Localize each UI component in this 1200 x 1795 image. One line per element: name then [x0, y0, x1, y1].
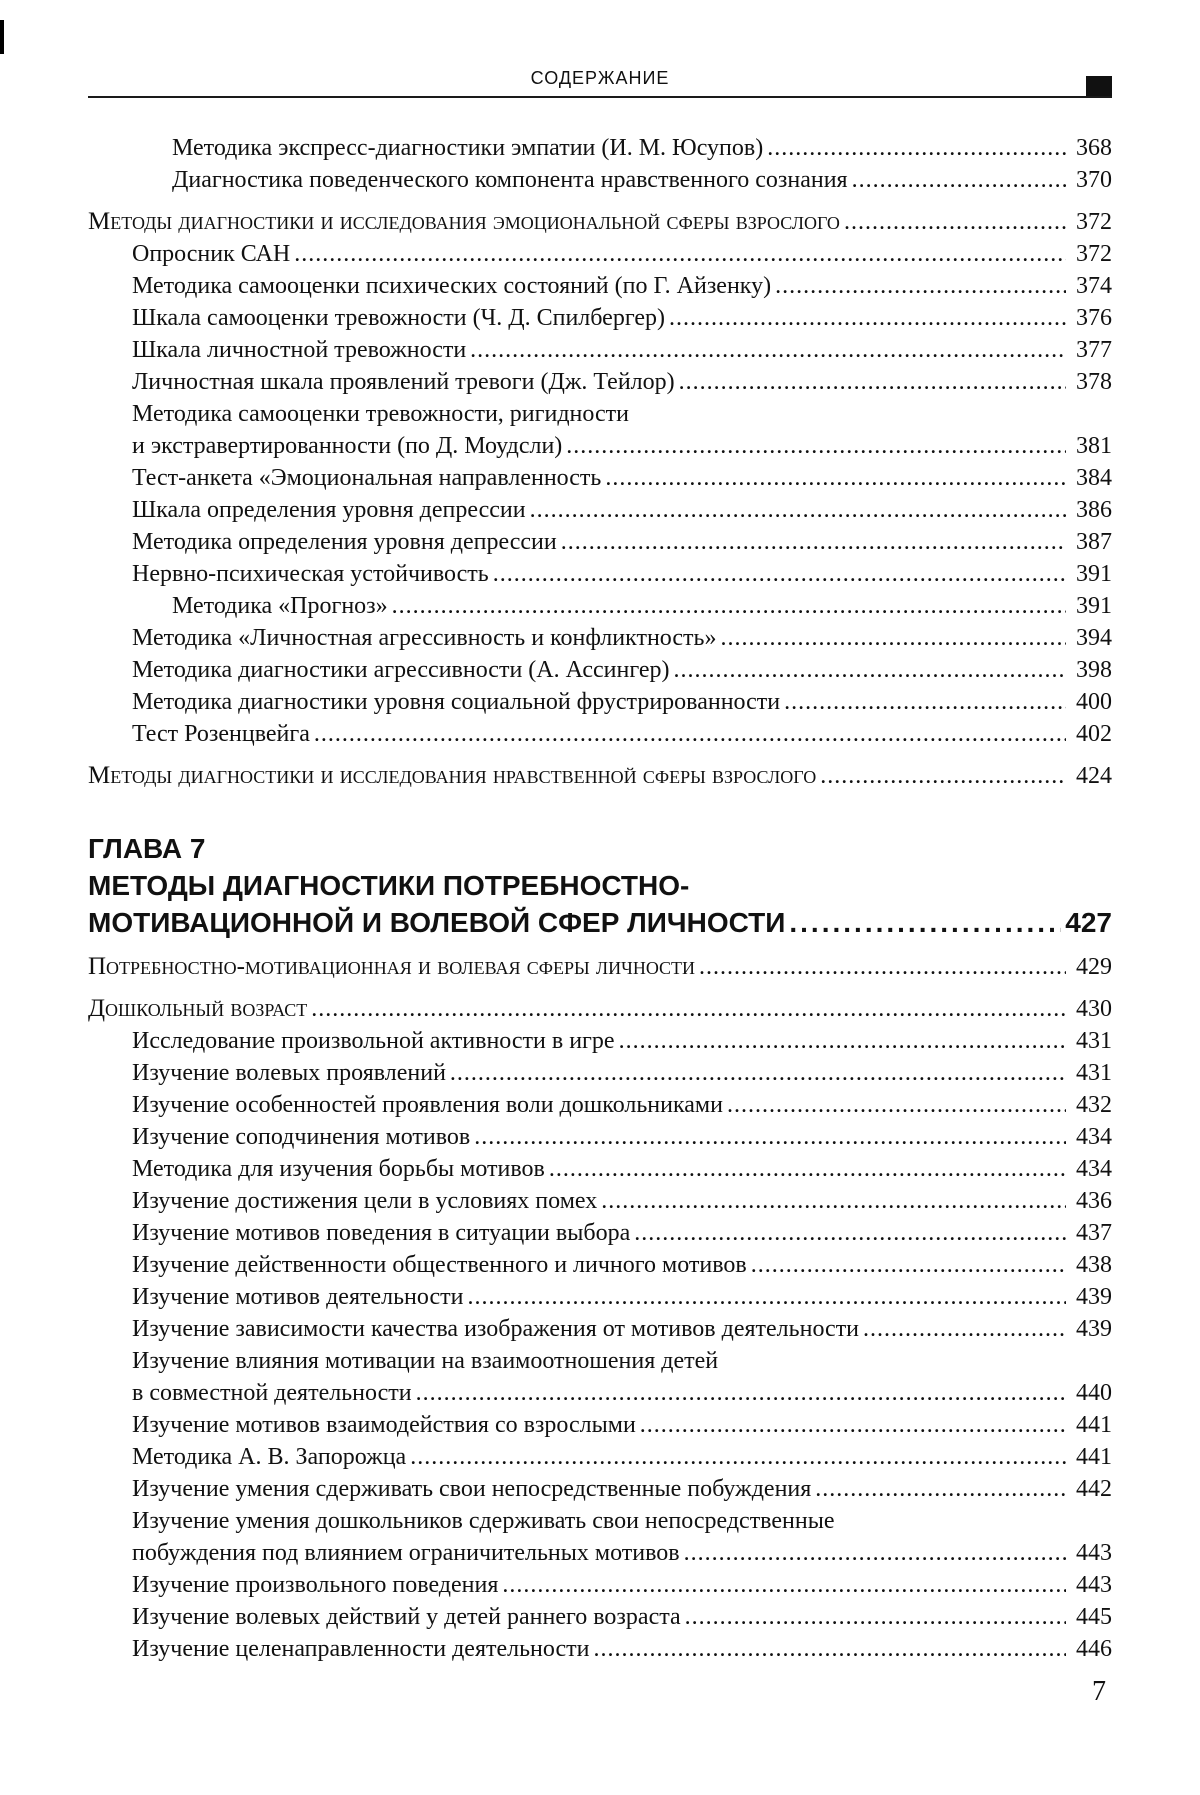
toc-entry: Изучение особенностей проявления воли дошкольниками ..... 432 [88, 1089, 1112, 1121]
toc-entry: Изучение целенаправленности деятельности ..... 446 [88, 1633, 1112, 1665]
toc-entry: побуждения под влиянием ограничительных мотивов ..... 443 [88, 1537, 1112, 1569]
toc-entry: Изучение произвольного поведения ..... 443 [88, 1569, 1112, 1601]
toc-section-emotional: Методы диагностики и исследования эмоциональной сферы взрослого ..... 372 [88, 206, 1112, 238]
scan-edge-mark [0, 20, 4, 54]
toc-entry: Тест Розенцвейга ..... 402 [88, 718, 1112, 750]
dot-leader [294, 238, 1066, 270]
toc-entry: Методика «Прогноз» ..... 391 [88, 590, 1112, 622]
toc-entry: Изучение умения сдерживать свои непосредственные побуждения ..... 442 [88, 1473, 1112, 1505]
toc-entry: Изучение зависимости качества изображения от мотивов деятельности ..... 439 [88, 1313, 1112, 1345]
toc-entry-first-line: Изучение умения дошкольников сдерживать свои непосредственные [88, 1505, 1112, 1537]
toc-entry: Изучение действенности общественного и личного мотивов ..... 438 [88, 1249, 1112, 1281]
chapter-title-line-2: МОТИВАЦИОННОЙ И ВОЛЕВОЙ СФЕР ЛИЧНОСТИ ..... 427 [88, 904, 1112, 941]
dot-leader [844, 206, 1066, 238]
dot-leader [685, 1601, 1066, 1633]
toc-entry: Методика определения уровня депрессии ..... 387 [88, 526, 1112, 558]
dot-leader [593, 1633, 1066, 1665]
toc-entry: в совместной деятельности ..... 440 [88, 1377, 1112, 1409]
toc-entry: Шкала самооценки тревожности (Ч. Д. Спилбергер) ..... 376 [88, 302, 1112, 334]
toc-entry: Методика экспресс-диагностики эмпатии (И. М. Юсупов) ..... 368 [88, 132, 1112, 164]
toc-entry: Опросник САН ..... 372 [88, 238, 1112, 270]
toc-entry: Методика «Личностная агрессивность и конфликтность» ..... 394 [88, 622, 1112, 654]
dot-leader [684, 1537, 1066, 1569]
dot-leader [314, 718, 1066, 750]
toc-entry: Изучение мотивов деятельности ..... 439 [88, 1281, 1112, 1313]
chapter-title-line-1: МЕТОДЫ ДИАГНОСТИКИ ПОТРЕБНОСТНО- [88, 867, 1112, 904]
book-page [88, 0, 1112, 1795]
dot-leader [392, 590, 1066, 622]
dot-leader [640, 1409, 1066, 1441]
toc-entry: Изучение волевых проявлений ..... 431 [88, 1057, 1112, 1089]
dot-leader [852, 164, 1066, 196]
dot-leader [311, 993, 1066, 1025]
toc-section-preschool: Дошкольный возраст ..... 430 [88, 993, 1112, 1025]
table-of-contents [88, 132, 1112, 1665]
running-head-title: СОДЕРЖАНИЕ [88, 68, 1112, 89]
dot-leader [601, 1185, 1066, 1217]
toc-entry: Изучение мотивов взаимодействия со взрослыми ..... 441 [88, 1409, 1112, 1441]
dot-leader [863, 1313, 1066, 1345]
dot-leader [669, 302, 1066, 334]
dot-leader [474, 1121, 1066, 1153]
toc-entry: Исследование произвольной активности в игре ..... 431 [88, 1025, 1112, 1057]
chapter-label: ГЛАВА 7 [88, 830, 1112, 867]
toc-entry: Личностная шкала проявлений тревоги (Дж. Тейлор) ..... 378 [88, 366, 1112, 398]
toc-entry: Методика А. В. Запорожца ..... 441 [88, 1441, 1112, 1473]
dot-leader [619, 1025, 1066, 1057]
dot-leader [775, 270, 1066, 302]
running-head [88, 68, 1112, 98]
toc-entry: Шкала личностной тревожности ..... 377 [88, 334, 1112, 366]
dot-leader [416, 1377, 1066, 1409]
dot-leader [549, 1153, 1066, 1185]
dot-leader [751, 1249, 1066, 1281]
running-head-tab-mark [1086, 76, 1112, 96]
toc-entry: Методика самооценки психических состояний (по Г. Айзенку) ..... 374 [88, 270, 1112, 302]
dot-leader [493, 558, 1066, 590]
dot-leader [727, 1089, 1066, 1121]
toc-entry: Методика диагностики агрессивности (А. Ассингер) ..... 398 [88, 654, 1112, 686]
dot-leader [767, 132, 1066, 164]
dot-leader [699, 951, 1066, 983]
dot-leader [789, 904, 1061, 941]
toc-entry: Методика для изучения борьбы мотивов ..... 434 [88, 1153, 1112, 1185]
dot-leader [815, 1473, 1066, 1505]
chapter-heading [88, 830, 1112, 941]
toc-entry: Нервно-психическая устойчивость ..... 391 [88, 558, 1112, 590]
toc-entry: Диагностика поведенческого компонента нравственного сознания ..... 370 [88, 164, 1112, 196]
dot-leader [679, 366, 1066, 398]
dot-leader [410, 1441, 1066, 1473]
dot-leader [566, 430, 1066, 462]
dot-leader [530, 494, 1066, 526]
dot-leader [720, 622, 1066, 654]
dot-leader [450, 1057, 1066, 1089]
dot-leader [784, 686, 1066, 718]
toc-entry: и экстравертированности (по Д. Моудсли) ..... 381 [88, 430, 1112, 462]
toc-entry: Изучение достижения цели в условиях помех ..... 436 [88, 1185, 1112, 1217]
dot-leader [470, 334, 1066, 366]
toc-entry: Изучение мотивов поведения в ситуации выбора ..... 437 [88, 1217, 1112, 1249]
toc-entry: Шкала определения уровня депрессии ..... 386 [88, 494, 1112, 526]
dot-leader [502, 1569, 1066, 1601]
dot-leader [634, 1217, 1066, 1249]
toc-entry: Методика диагностики уровня социальной фрустрированности ..... 400 [88, 686, 1112, 718]
dot-leader [605, 462, 1066, 494]
toc-entry: Изучение волевых действий у детей раннего возраста ..... 445 [88, 1601, 1112, 1633]
toc-entry-first-line: Изучение влияния мотивации на взаимоотношения детей [88, 1345, 1112, 1377]
dot-leader [561, 526, 1066, 558]
dot-leader [674, 654, 1066, 686]
toc-section-needs: Потребностно-мотивационная и волевая сферы личности ..... 429 [88, 951, 1112, 983]
dot-leader [467, 1281, 1066, 1313]
toc-entry: Изучение соподчинения мотивов ..... 434 [88, 1121, 1112, 1153]
page-number: 7 [1092, 1676, 1106, 1708]
toc-entry-first-line: Методика самооценки тревожности, ригидности [88, 398, 1112, 430]
toc-entry: Тест-анкета «Эмоциональная направленность ..... 384 [88, 462, 1112, 494]
dot-leader [820, 760, 1066, 792]
toc-section-moral: Методы диагностики и исследования нравственной сферы взрослого ..... 424 [88, 760, 1112, 792]
